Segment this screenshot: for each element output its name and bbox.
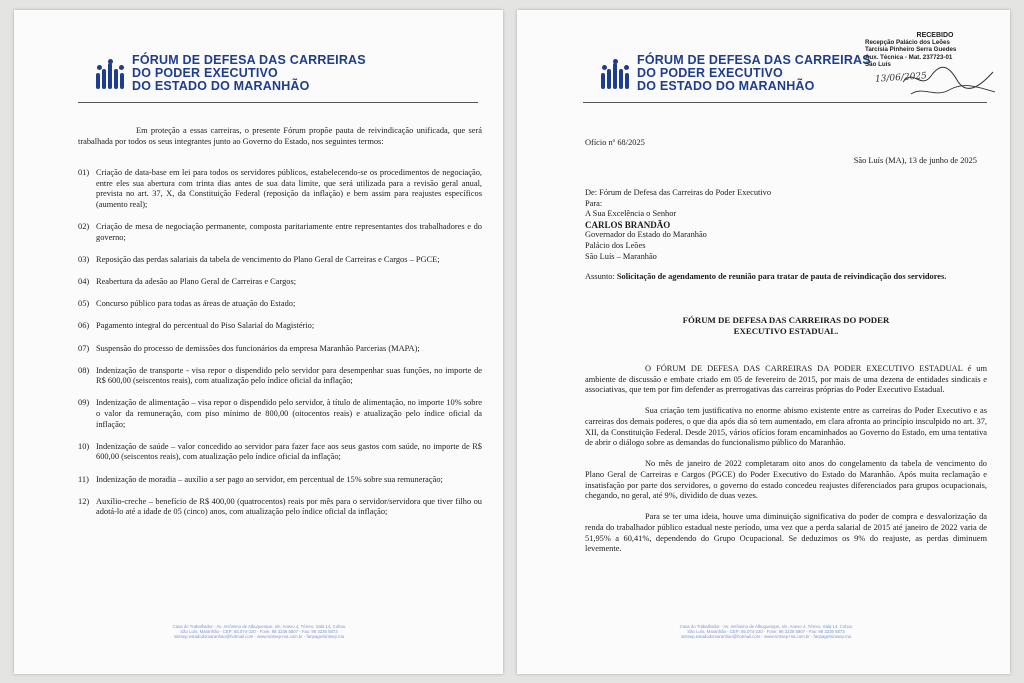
to-role: Governador do Estado do Maranhão [585, 230, 707, 240]
logo-line-1: FÓRUM DE DEFESA DAS CARREIRAS [132, 53, 366, 67]
list-item [78, 442, 482, 463]
demands-list [78, 168, 482, 530]
paragraph-4: Para se ter uma ideia, houve uma diminuição significativa do poder de compra e desvalorização da renda do trabalhador público estadual neste período, uma vez que a perda salarial de 2015 até janeiro de 2022 varia de 51,95% a 60,41%, dependendo do Grupo Ocupacional. Se deduzimos os 9% do reajuste, as perdas diminuem levemente. [585, 512, 987, 554]
document-page-left [14, 10, 503, 674]
logo-line-2: DO PODER EXECUTIVO [637, 66, 783, 80]
list-item-text: Concurso público para todas as áreas de atuação do Estado; [96, 299, 296, 309]
list-item-number: 11) [78, 474, 89, 484]
list-item [78, 475, 482, 486]
list-item-text: Criação de mesa de negociação permanente, composta paritariamente entre representantes dos trabalhadores e do governo; [96, 221, 482, 242]
handwritten-date: 13/06/2025 [874, 71, 928, 85]
stamp-line-3: Aux. Técnica - Mat. 237723-01 [865, 53, 953, 61]
list-item [78, 299, 482, 310]
list-item-text: Indenização de alimentação – visa repor o dispendido pelo servidor, à título de alimentação, no importe 10% sobre o valor da remuneração, com piso mínimo de 800,00 (oitocentos reais) e atualização pelo índice oficial da inflação; [96, 398, 482, 429]
heading-line-1: FÓRUM DE DEFESA DAS CARREIRAS DO PODER [682, 315, 890, 325]
subject-label: Assunto: [585, 272, 615, 281]
to-city: São Luís – Maranhão [585, 251, 657, 261]
stamp-line-1: Recepção Palácio dos Leões [865, 39, 950, 47]
list-item-number: 05) [78, 299, 90, 309]
intro-paragraph: Em proteção a essas carreiras, o presente Fórum propõe pauta de reivindicação unificada, que será trabalhada por todos os seus integrantes junto ao Governo do Estado, nos seguintes termos: [78, 126, 482, 146]
list-item [78, 255, 482, 266]
paragraph-2: Sua criação tem justificativa no enorme abismo existente entre as carreiras do Poder Executivo e as carreiras dos demais poderes, o que dia após dia só tem aumentado, em clara afronta ao princípio insculpido no art. 37, XII, da Constituição Federal. Desde 2015, vários ofícios foram encaminhados ao Governo do Estado, em uma tentativa de abrir o diálogo sobre as demandas do funcionalismo público do Maranhão. [585, 406, 987, 448]
from-line: De: Fórum de Defesa das Carreiras do Poder Executivo [585, 188, 772, 197]
to-salutation: A Sua Excelência o Senhor [585, 209, 677, 219]
footer-web: sintsep.estadodomaranhao@hotmail.com - www.sintsep-ma.com.br - fanpage/sintsep.ma [173, 634, 345, 640]
list-item [78, 366, 482, 387]
footer-web: sintsep.estadodomaranhao@hotmail.com - www.sintsep-ma.com.br - fanpage/sintsep.ma [680, 634, 852, 640]
list-item-number: 02) [78, 221, 90, 231]
list-item [78, 497, 482, 518]
list-item-number: 09) [78, 398, 90, 408]
list-item-text: Indenização de moradia – auxílio a ser pago ao servidor, em percentual de 15% sobre sua remuneração; [96, 474, 443, 484]
paragraph-3: No mês de janeiro de 2022 completaram oito anos do congelamento da tabela de vencimento do Plano Geral de Carreiras e Cargos (PGCE) do Poder Executivo do Estado do Maranhão. Após muita reclamação e insatisfação por parte dos servidores, o governo do estado concedeu reajustes diferenciados para grupos ocupacionais, chegando, no geral, até 9%, dividido de duas vezes. [585, 459, 987, 501]
list-item-number: 08) [78, 365, 90, 375]
list-item [78, 344, 482, 355]
forum-logo [601, 54, 871, 93]
logo-line-1: FÓRUM DE DEFESA DAS CARREIRAS [637, 53, 871, 67]
list-item-text: Suspensão do processo de demissões dos funcionários da empresa Maranhão Parcerias (MAPA); [96, 343, 420, 353]
stamp-title: RECEBIDO [916, 32, 954, 39]
header-divider [583, 102, 987, 103]
document-page-right [517, 10, 1010, 674]
logo-line-3: DO ESTADO DO MARANHÃO [637, 79, 815, 93]
header-divider [78, 102, 478, 103]
to-place: Palácio dos Leões [585, 240, 646, 250]
list-item-text: Pagamento integral do percentual do Piso Salarial do Magistério; [96, 321, 315, 331]
list-item-text: Auxílio-creche – benefício de R$ 400,00 (quatrocentos) reais por mês para o servidor/servidora que tiver filho ou adotá-lo até a idade de 05 (cinco) anos, com atualização pelo índice oficial da inflação; [96, 496, 482, 517]
list-item-text: Indenização de saúde – valor concedido ao servidor para fazer face aos seus gastos com saúde, no importe de R$ 600,00 (seiscentos reais), com atualização pelo índice oficial da inflação; [96, 441, 482, 462]
logo-line-3: DO ESTADO DO MARANHÃO [132, 79, 310, 93]
list-item-text: Indenização de transporte - visa repor o dispendido pelo servidor para desempenhar suas funções, no importe de R$ 600,00 (seiscentos reais), com atualização pelo índice oficial da inflação; [96, 365, 482, 386]
list-item [78, 222, 482, 243]
list-item-text: Reposição das perdas salariais da tabela de vencimento do Plano Geral de Carreiras e Cargos – PGCE; [96, 254, 440, 264]
subject-text: Solicitação de agendamento de reunião para tratar de pauta de reivindicação dos servidores. [616, 272, 947, 281]
page-footer-left [94, 624, 424, 640]
to-label: Para: [585, 198, 603, 208]
footer-address: Casa do Trabalhador - Av. Jerônimo de Albuquerque, s/n, Anexo 4, Térreo, Sala 14, Cohou [172, 624, 346, 629]
subject-block [585, 272, 987, 283]
to-name: CARLOS BRANDÃO [585, 219, 671, 230]
people-logo-icon [601, 59, 629, 89]
footer-contact: São Luís, Maranhão - CEP: 65.074-220 - Fone: 98 3236 5807 - Fax: 98 3236 5873 [687, 629, 845, 635]
addressee-block [585, 188, 985, 262]
list-item-number: 01) [78, 168, 90, 177]
list-item [78, 277, 482, 288]
list-item-number: 06) [78, 321, 90, 331]
list-item-number: 04) [78, 276, 90, 286]
signature-scribble [899, 60, 999, 100]
heading-line-2: EXECUTIVO ESTADUAL. [733, 325, 839, 336]
list-item [78, 398, 482, 430]
list-item [78, 321, 482, 332]
section-heading [585, 315, 987, 336]
oficio-number: Ofício nº 68/2025 [585, 138, 645, 147]
list-item-number: 12) [78, 496, 90, 506]
page-footer-right [601, 624, 931, 640]
people-logo-icon [96, 59, 124, 89]
paragraph-1: O FÓRUM DE DEFESA DAS CARREIRAS DA PODER EXECUTIVO ESTADUAL é um ambiente de discussão e embate criado em 05 de fevereiro de 2015, por mais de uma dezena de entidades sindicais e associativas, que tem por fim defender as prerrogativas das carreiras próprias do Poder Executivo Estadual. [585, 364, 987, 395]
list-item-text: Criação de data-base em lei para todos os servidores públicos, estabelecendo-se os procedimentos de negociação, entre eles sua abertura com trinta dias antes de sua data limite, que será utilizada para a revisão geral anual, prevista no art. 37, X, da Constituição Federal (reposição da inflação) e bem assim para reajustes específicos (aumento real); [96, 168, 482, 209]
list-item-number: 03) [78, 254, 90, 264]
forum-logo [96, 54, 366, 93]
list-item-number: 07) [78, 343, 90, 353]
logo-line-2: DO PODER EXECUTIVO [132, 66, 278, 80]
body-paragraphs [585, 364, 987, 565]
footer-contact: São Luís, Maranhão - CEP: 65.074-220 - Fone: 98 3236 5807 - Fax: 98 3236 5873 [180, 629, 338, 635]
stamp-line-4: São Luís [865, 60, 891, 68]
list-item-number: 10) [78, 441, 90, 451]
stamp-line-2: Tarcísia Pinheiro Serra Guedes [865, 46, 957, 54]
footer-address: Casa do Trabalhador - Av. Jerônimo de Albuquerque, s/n, Anexo 4, Térreo, Sala 14, Cohou [679, 624, 853, 629]
list-item-text: Reabertura da adesão ao Plano Geral de Carreiras e Cargos; [96, 276, 297, 286]
date-line: São Luís (MA), 13 de junho de 2025 [853, 156, 977, 165]
list-item [78, 168, 482, 210]
